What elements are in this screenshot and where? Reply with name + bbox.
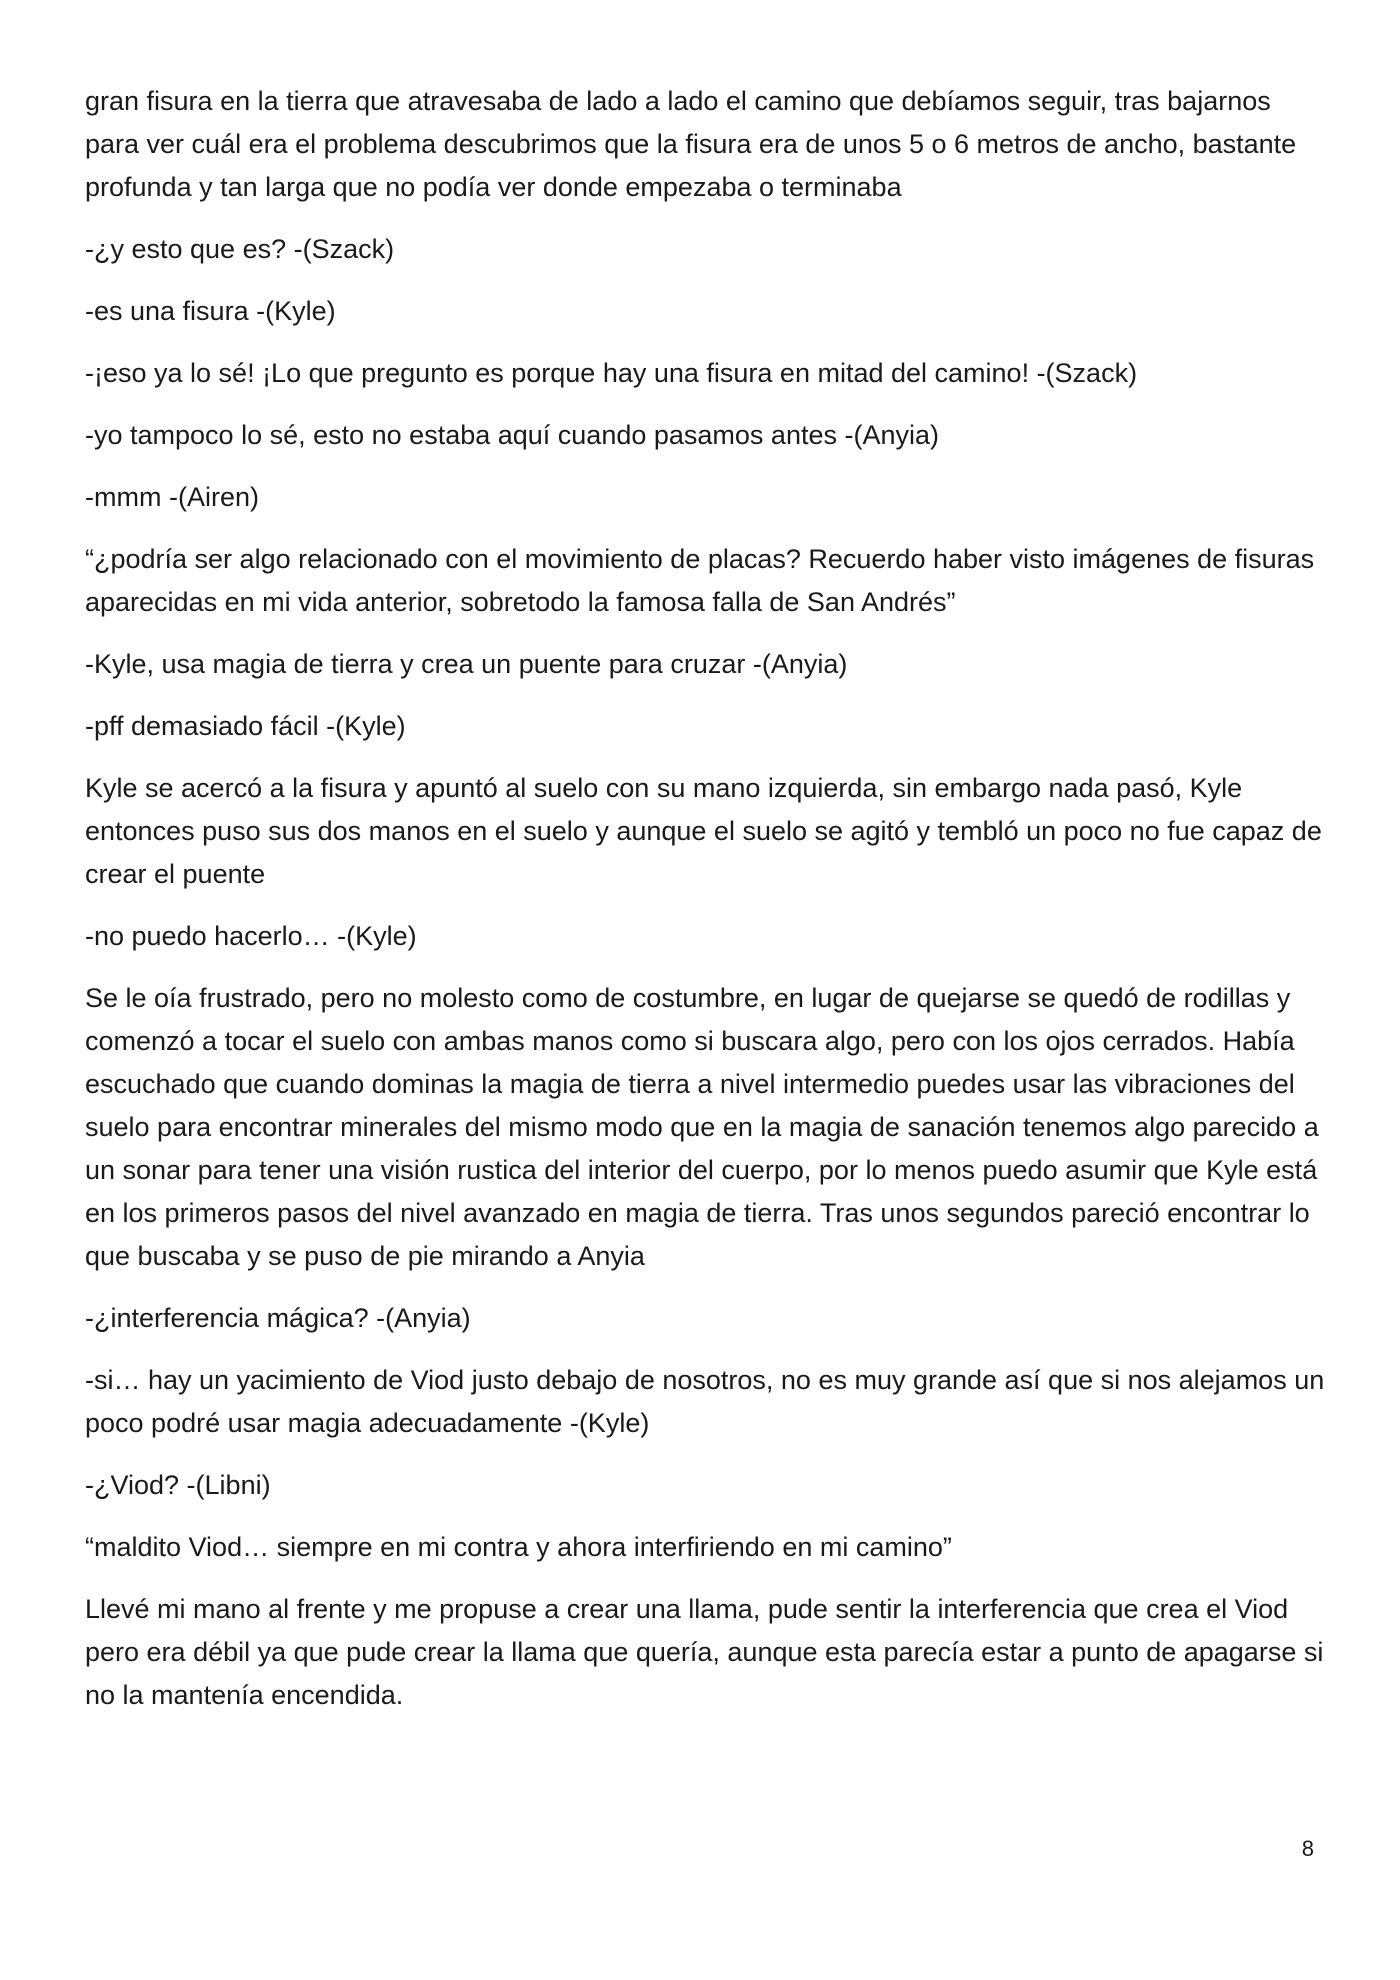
dialogue-line: -¿interferencia mágica? -(Anyia) [85, 1303, 471, 1333]
inner-thought: “¿podría ser algo relacionado con el movimiento de placas? Recuerdo haber visto imágenes de fisuras aparecidas en mi vida anterior, sobretodo la famosa falla de San Andrés” [85, 544, 1315, 617]
dialogue-line: -¡eso ya lo sé! ¡Lo que pregunto es porque hay una fisura en mitad del camino! -(Szack) [85, 358, 1138, 388]
dialogue-line: -yo tampoco lo sé, esto no estaba aquí cuando pasamos antes -(Anyia) [85, 420, 939, 450]
dialogue-line: -es una fisura -(Kyle) [85, 296, 336, 326]
paragraph: Kyle se acercó a la fisura y apuntó al suelo con su mano izquierda, sin embargo nada pasó, Kyle entonces puso sus dos manos en el suelo y aunque el suelo se agitó y tembló un poco no fue capaz de crear el puente [85, 773, 1322, 889]
dialogue-line: -¿Viod? -(Libni) [85, 1470, 271, 1500]
page-number: 8 [1301, 1836, 1314, 1861]
dialogue-line: -Kyle, usa magia de tierra y crea un puente para cruzar -(Anyia) [85, 649, 848, 679]
paragraph: Llevé mi mano al frente y me propuse a crear una llama, pude sentir la interferencia que crea el Viod pero era débil ya que pude crear la llama que quería, aunque esta parecía estar a punto de apagarse si no la mantenía encendida. [85, 1594, 1324, 1710]
dialogue-line: -mmm -(Airen) [85, 482, 259, 512]
dialogue-line: -si… hay un yacimiento de Viod justo debajo de nosotros, no es muy grande así que si nos alejamos un poco podré usar magia adecuadamente -(Kyle) [85, 1365, 1325, 1438]
dialogue-line: -¿y esto que es? -(Szack) [85, 234, 395, 264]
dialogue-line: -no puedo hacerlo… -(Kyle) [85, 921, 417, 951]
page-body [85, 80, 1325, 1736]
paragraph: Se le oía frustrado, pero no molesto como de costumbre, en lugar de quejarse se quedó de rodillas y comenzó a tocar el suelo con ambas manos como si buscara algo, pero con los ojos cerrados. Había escuchado que cuando dominas la magia de tierra a nivel intermedio puedes usar las vibraciones del suelo para encontrar minerales del mismo modo que en la magia de sanación tenemos algo parecido a un sonar para tener una visión rustica del interior del cuerpo, por lo menos puedo asumir que Kyle está en los primeros pasos del nivel avanzado en magia de tierra. Tras unos segundos pareció encontrar lo que buscaba y se puso de pie mirando a Anyia [85, 983, 1319, 1271]
paragraph: gran fisura en la tierra que atravesaba de lado a lado el camino que debíamos seguir, tras bajarnos para ver cuál era el problema descubrimos que la fisura era de unos 5 o 6 metros de ancho, bastante profunda y tan larga que no podía ver donde empezaba o terminaba [85, 86, 1297, 202]
dialogue-line: -pff demasiado fácil -(Kyle) [85, 711, 406, 741]
inner-thought: “maldito Viod… siempre en mi contra y ahora interfiriendo en mi camino” [85, 1532, 952, 1562]
